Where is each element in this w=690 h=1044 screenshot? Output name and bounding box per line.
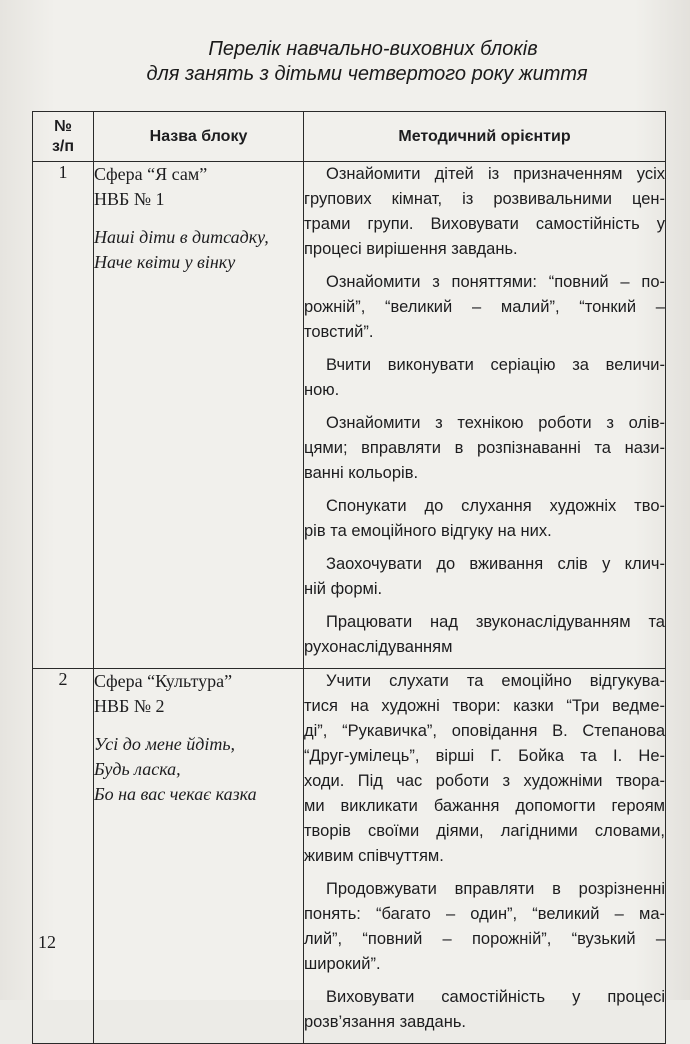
method-line: ми викликати бажання допомогти героям xyxy=(304,797,665,815)
header-method: Методичний орієнтир xyxy=(304,112,666,162)
method-line: рожній”, “великий – малий”, “тонкий – xyxy=(304,298,665,316)
method-line: рів та емоційного відгуку на них. xyxy=(304,522,552,540)
method-line: ді”, “Рукавичка”, оповідання В. Степанова xyxy=(304,722,665,740)
header-block-name: Назва блоку xyxy=(94,112,304,162)
method-line: ванні кольорів. xyxy=(304,464,419,482)
method-line: цями; вправляти в розпізнаванні та нази- xyxy=(304,439,665,457)
verse-line: Наші діти в дитсадку, xyxy=(94,227,269,247)
block-code: НВБ № 2 xyxy=(94,696,165,716)
method-line: ною. xyxy=(304,381,340,399)
block-sphere: Сфера “Культура” xyxy=(94,671,233,691)
method-line: рухонаслідуванням xyxy=(304,638,453,656)
block-name-cell xyxy=(94,669,304,1044)
blocks-table xyxy=(32,111,666,1044)
method-line: тися на художні твори: казки “Три ведме- xyxy=(304,697,665,715)
method-paragraph xyxy=(304,669,665,869)
method-line: “Друг-умілець”, вірші Г. Бойка та І. Не- xyxy=(304,747,665,765)
method-paragraph xyxy=(304,353,665,403)
method-paragraph xyxy=(304,877,665,977)
method-line: Заохочувати до вживання слів у клич- xyxy=(326,555,665,573)
method-line: товстий”. xyxy=(304,323,374,341)
method-line: творів своїми діями, лагідними словами, xyxy=(304,822,665,840)
method-line: Ознайомити з технікою роботи з олів- xyxy=(326,414,665,432)
block-code: НВБ № 1 xyxy=(94,189,165,209)
method-paragraph xyxy=(304,270,665,345)
page-heading-line2: для занять з дітьми четвертого року життя xyxy=(146,63,588,85)
method-line: Ознайомити з поняттями: “повний – по- xyxy=(326,273,665,291)
method-cell xyxy=(304,162,666,669)
page-number: 12 xyxy=(38,932,56,952)
verse-line: Будь ласка, xyxy=(94,759,181,779)
method-cell xyxy=(304,669,666,1044)
method-line: Працювати над звуконаслідуванням та xyxy=(326,613,665,631)
method-line: групових кімнат, із розвивальними цен- xyxy=(304,190,665,208)
method-line: ходи. Під час роботи з художніми твора- xyxy=(304,772,665,790)
method-line: ній формі. xyxy=(304,580,383,598)
method-line: Учити слухати та емоційно відгукува- xyxy=(326,672,665,690)
verse-line: Наче квіти у вінку xyxy=(94,252,236,272)
method-line: процесі вирішення завдань. xyxy=(304,240,518,258)
method-line: широкий”. xyxy=(304,955,381,973)
method-line: Вчити виконувати серіацію за величи- xyxy=(326,356,665,374)
method-paragraph xyxy=(304,411,665,486)
method-paragraph xyxy=(304,552,665,602)
method-line: розв’язання завдань. xyxy=(304,1013,467,1031)
block-name-cell xyxy=(94,162,304,669)
method-paragraph xyxy=(304,985,665,1035)
row-number: 1 xyxy=(33,162,94,669)
block-sphere: Сфера “Я сам” xyxy=(94,164,208,184)
table-header-row xyxy=(33,112,666,162)
row-number: 2 xyxy=(33,669,94,1044)
method-line: Спонукати до слухання художніх тво- xyxy=(326,497,665,515)
method-line: понять: “багато – один”, “великий – ма- xyxy=(304,905,665,923)
page-heading-line1: Перелік навчально-виховних блоків xyxy=(208,38,538,60)
method-paragraph xyxy=(304,610,665,660)
verse-line: Усі до мене йдіть, xyxy=(94,734,236,754)
method-line: живим співчуттям. xyxy=(304,847,444,865)
method-line: Виховувати самостійність у процесі xyxy=(326,988,665,1006)
method-paragraph xyxy=(304,494,665,544)
verse-line: Бо на вас чекає казка xyxy=(94,784,257,804)
method-paragraph xyxy=(304,162,665,262)
header-number: № з/п xyxy=(33,112,94,162)
method-line: трами групи. Виховувати самостійність у xyxy=(304,215,665,233)
table-row xyxy=(33,162,666,669)
method-line: Ознайомити дітей із призначенням усіх xyxy=(326,165,665,183)
method-line: Продовжувати вправляти в розрізненні xyxy=(326,880,665,898)
table-row xyxy=(33,669,666,1044)
method-line: лий”, “повний – порожній”, “вузький – xyxy=(304,930,665,948)
